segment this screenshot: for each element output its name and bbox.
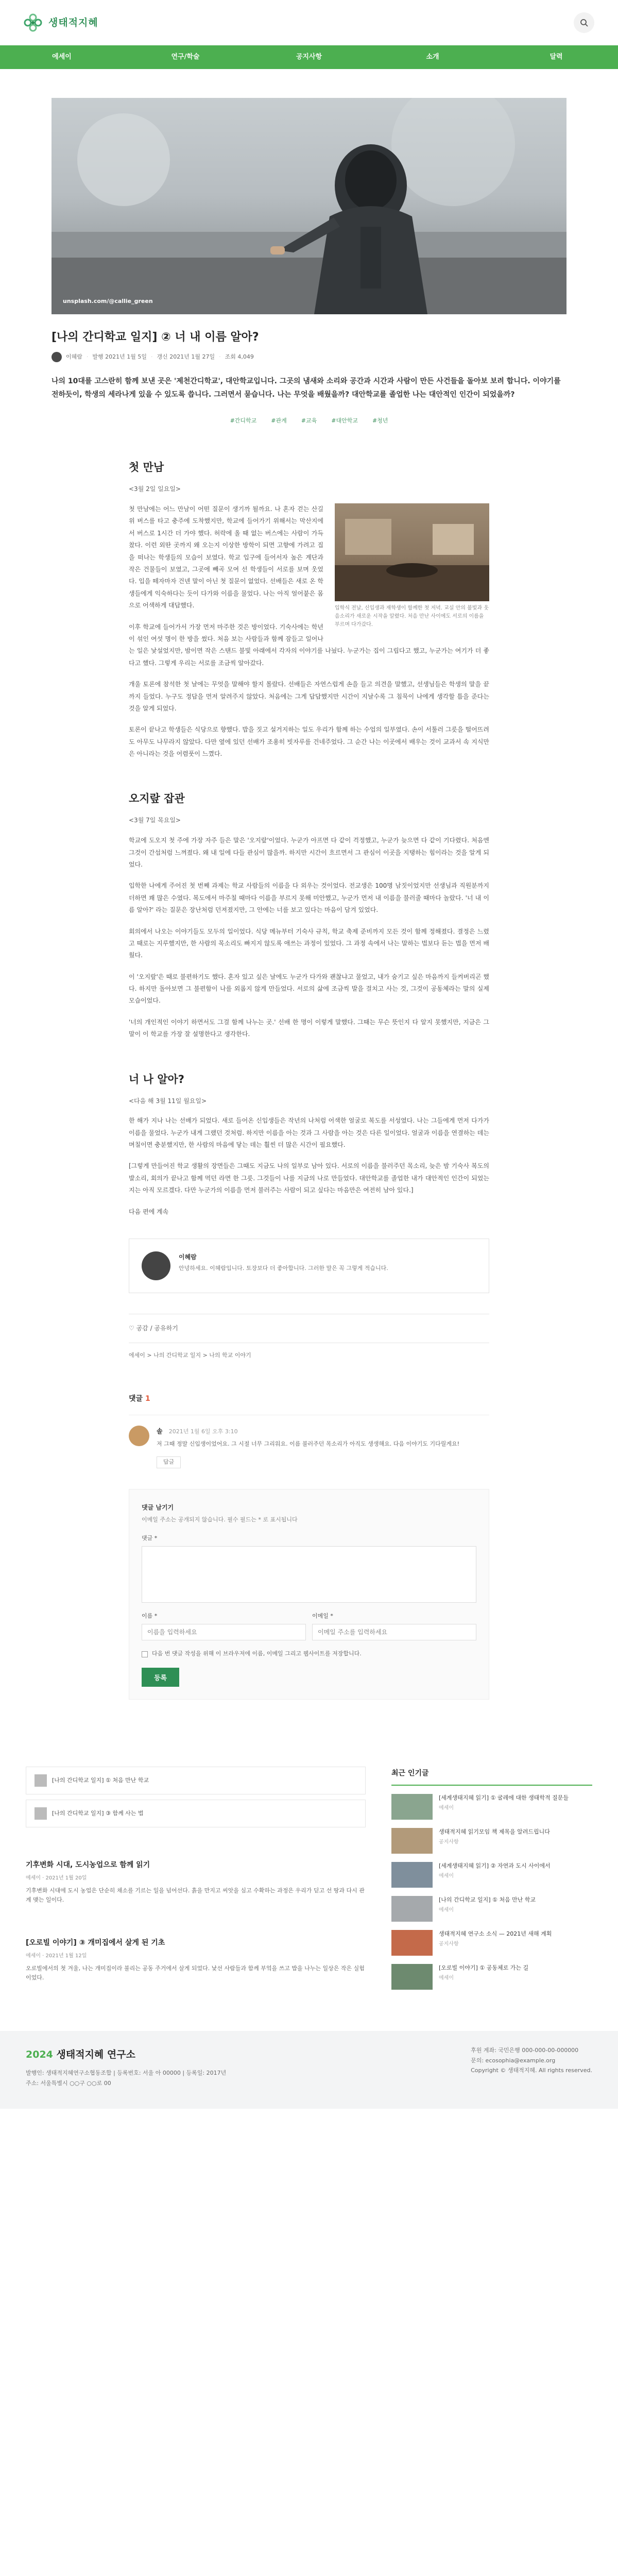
author-box	[129, 1239, 489, 1293]
author-avatar	[142, 1251, 170, 1280]
paragraph: 이후 학교에 들어가서 가장 먼저 마주한 것은 방이었다. 기숙사에는 학년이 섞인 여섯 명이 한 방을 썼다. 처음 보는 사람들과 함께 잠들고 일어나는 일은 낯설었지만, 밤이면 작은 스탠드 불빛 아래에서 각자의 이야기를 나눴다. 누군가는 집이 그립다고 했고, 누군가는 여기가 더 좋다고 했다. 그렇게 우리는 서로를 조금씩 알아갔다.	[129, 623, 489, 667]
recent-post-meta: 공지사항	[439, 1839, 459, 1845]
excerpt-text: 기후변화 시대에 도시 농업은 단순히 채소를 기르는 일을 넘어선다. 흙을 만지고 씨앗을 심고 수확하는 과정은 우리가 딛고 선 땅과 다시 관계 맺는 일이다.	[26, 1887, 365, 1904]
footer-info	[26, 2068, 226, 2089]
paragraph: 학교에 도오지 첫 주에 가장 자주 들은 말은 '오지랖'이었다. 누군가 아프면 다 같이 걱정했고, 누군가 늦으면 다 같이 기다렸다. 처음엔 그것이 간섭처럼 느껴졌다. 왜 내 일에 다들 관심이 많을까. 하지만 시간이 흐르면서 그 관심이 이곳을 지탱하는 힘이라는 것을 알게 되었다.	[129, 837, 489, 868]
recent-thumbnail	[391, 1964, 433, 1990]
bottom-widgets	[26, 1767, 592, 1990]
nav-item-research[interactable]: 연구/학술	[171, 53, 200, 61]
commenter-name	[157, 1426, 459, 1437]
identity-fields	[142, 1603, 476, 1640]
flower-logo-icon	[23, 12, 43, 33]
paragraph: 이 '오지랖'은 때로 불편하기도 했다. 혼자 있고 싶은 날에도 누군가 다가와 괜찮냐고 물었고, 내가 숨기고 싶은 마음까지 들켜버리곤 했다. 하지만 돌아보면 그 불편함이 나를 외롭지 않게 만들었다. 서로의 삶에 조금씩 발을 걸치고 사는 것, 그것이 공동체라는 말의 실제 모습이었다.	[129, 973, 489, 1005]
section-heading: 너 나 알아?	[129, 1073, 184, 1086]
related-post-link[interactable]	[26, 1767, 366, 1794]
updated-date: 갱신 2021년 1월 27일	[157, 353, 215, 360]
nav-item-essay[interactable]: 에세이	[52, 53, 72, 61]
footer-contact	[471, 2045, 592, 2089]
recent-post-item[interactable]	[391, 1896, 592, 1922]
paragraph: 토론이 끝나고 학생들은 식당으로 향했다. 밥을 짓고 설거지하는 일도 우리가 함께 하는 수업의 일부였다. 손이 서툴러 그릇을 떨어뜨려도 아무도 나무라지 않았다. 다만 옆에 있던 선배가 조용히 빗자루를 건네주었다. 그 순간 나는 이곳에서 배우는 것이 교과서 속 지식만은 아니라는 것을 어렴풋이 느꼈다.	[129, 726, 489, 758]
excerpt-meta: 에세이 · 2021년 1월 12일	[26, 1953, 87, 1959]
hooded-person-illustration	[52, 98, 566, 314]
recent-post-item[interactable]	[391, 1862, 592, 1888]
comment-text: 저 그때 정말 신입생이었어요. 그 시절 너무 그리워요. 이름 불러주던 목소리가 아직도 생생해요. 다음 이야기도 기다릴게요!	[157, 1440, 460, 1448]
comment-date: 2021년 1월 6일 오후 3:10	[168, 1428, 238, 1435]
comments-heading	[129, 1392, 489, 1406]
tag-link[interactable]: #간디학교	[230, 417, 257, 425]
section-heading: 첫 만남	[129, 461, 164, 474]
tag-link[interactable]: #관계	[271, 417, 287, 425]
submit-comment-button[interactable]: 등록	[142, 1668, 179, 1687]
comment-textarea[interactable]	[142, 1546, 476, 1603]
diary-date: <3월 2일 일요일>	[129, 485, 181, 493]
excerpt-text: 오로빌에서의 첫 겨울, 나는 개미집이라 불리는 공동 주거에서 살게 되었다. 낯선 사람들과 함께 부엌을 쓰고 밥을 나누는 일상은 작은 실험이었다.	[26, 1964, 365, 1981]
email-field-label: 이메일 *	[312, 1613, 333, 1620]
post-header	[52, 330, 566, 427]
tag-link[interactable]: #청년	[372, 417, 388, 425]
meta-divider: ·	[151, 353, 153, 360]
recent-post-meta: 에세이	[439, 1907, 454, 1913]
recent-post-title: [오로빌 이야기] ① 공동체로 가는 길	[439, 1964, 529, 1971]
paragraph: 한 해가 지나 나는 선배가 되었다. 새로 들어온 신입생들은 작년의 나처럼 어색한 얼굴로 복도를 서성였다. 나는 그들에게 먼저 다가가 이름을 물었다. 누군가 내게 그랬던 것처럼. 하지만 이름을 아는 것과 그 사람을 아는 것은 다른 일이었다. 얼굴과 이름을 연결하는 데는 며칠이면 충분했지만, 한 사람의 마음에 닿는 데는 훨씬 더 많은 시간이 필요했다.	[129, 1117, 489, 1149]
footer-brand	[26, 2045, 226, 2064]
nav-item-calendar[interactable]: 달력	[550, 53, 563, 61]
post-actions	[129, 1314, 489, 1343]
author-link[interactable]: 이혜람	[66, 353, 82, 360]
related-post-title: [나의 간디학교 일지] ③ 함께 사는 법	[52, 1809, 144, 1817]
image-credit: unsplash.com/@callie_green	[63, 298, 153, 305]
room-photo	[335, 503, 489, 601]
site-name: 생태적지혜	[48, 16, 98, 28]
excerpt-meta: 에세이 · 2021년 1월 20일	[26, 1875, 87, 1881]
recent-post-item[interactable]	[391, 1930, 592, 1956]
post-excerpt	[26, 1936, 366, 1983]
post-excerpt	[26, 1858, 366, 1905]
featured-image	[52, 98, 566, 314]
like-share-button[interactable]: ♡ 공감 / 공유하기	[129, 1325, 178, 1332]
name-input[interactable]	[142, 1624, 306, 1640]
excerpt-title-link[interactable]: [오로빌 이야기] ③ 개미집에서 살게 된 기초	[26, 1939, 165, 1947]
recent-post-title: 생태적지혜 읽기모임 책 제목을 알려드립니다	[439, 1828, 550, 1835]
related-thumbnail	[35, 1807, 47, 1820]
figure-caption: 입학식 전날, 신입생과 재학생이 함께한 첫 저녁. 교실 안의 불빛과 웃음소리가 새로운 시작을 알렸다. 처음 만난 사이에도 서로의 이름을 부르며 다가갔다.	[335, 605, 489, 628]
form-title: 댓글 남기기	[142, 1503, 174, 1511]
recent-post-meta: 공지사항	[439, 1941, 459, 1947]
diary-date: <3월 7일 목요일>	[129, 817, 181, 824]
paragraph: [그렇게 만들어진 학교 생활의 장면들은 그때도 지금도 나의 일부로 남아 있다. 서로의 이름을 불러주던 목소리, 늦은 밤 기숙사 복도의 발소리, 회의가 끝나고 함께 먹던 라면 한 그릇. 그것들이 나를 지금의 나로 만들었다. 대안학교를 졸업한 내가 대안적인 인간이 되었는지는 아직 모르겠다. 다만 누군가의 이름을 먼저 불러주는 사람이 되고 싶다는 마음만은 여전히 남아 있다.]	[129, 1162, 489, 1194]
name-field-label: 이름 *	[142, 1613, 158, 1620]
site-header	[0, 0, 618, 45]
reply-button[interactable]: 답글	[157, 1456, 181, 1468]
post-summary: 나의 10대를 고스란히 함께 보낸 곳은 '제천간디학교', 대안학교입니다. 그곳의 냄새와 소리와 공간과 시간과 사람이 만든 사건들을 돌아보 보려 합니다. 이야기를 전하듯이, 학생의 세라나게 있을 수 있도록 씁니다. 그러면서 묻습니다. 나는 무엇을 배웠을까? 대안학교를 졸업한 나는 대안적인 인간이 되었을까?	[52, 377, 561, 399]
published-date: 발행 2021년 1월 5일	[92, 353, 147, 360]
related-posts	[26, 1767, 366, 1990]
consent-checkbox[interactable]	[142, 1651, 148, 1657]
recent-post-title: [나의 간디학교 일지] ① 처음 만난 학교	[439, 1896, 536, 1903]
recent-thumbnail	[391, 1930, 433, 1956]
related-post-link[interactable]	[26, 1800, 366, 1827]
recent-posts-widget	[391, 1767, 592, 1990]
recent-post-meta: 에세이	[439, 1805, 454, 1811]
main-nav	[0, 45, 618, 69]
room-illustration	[335, 503, 489, 601]
related-post-title: [나의 간디학교 일지] ① 처음 만난 학교	[52, 1776, 149, 1784]
recent-post-title: [세계생태지혜 읽기] ① 굴레에 대한 생태학적 질문들	[439, 1794, 569, 1801]
meta-divider: ·	[86, 353, 89, 360]
comments-count: 1	[145, 1394, 150, 1403]
related-thumbnail	[35, 1774, 47, 1787]
comment-field-label: 댓글 *	[142, 1535, 158, 1542]
recent-thumbnail	[391, 1794, 433, 1820]
author-bio: 안녕하세요. 이혜람입니다. 토장보다 더 좋아합니다. 그러한 말은 꼭 그렇게 적습니다.	[179, 1264, 388, 1272]
comments-title: 댓글	[129, 1394, 143, 1403]
recent-post-meta: 에세이	[439, 1873, 454, 1879]
site-footer	[0, 2031, 618, 2109]
nav-item-notice[interactable]: 공지사항	[296, 53, 322, 61]
paragraph: 첫 만남에는 어느 만남이 어떤 질문이 생기까 될까요. 나 혼자 걷는 산길 위 버스를 타고 충주에 도착했지만, 학교에 들어가기 위해서는 막산지에서 버스로 1시간 더 가야 했다. 허락에 올 때 없는 버스에는 사람이 가득 찼다. 이런 외딴 곳까지 왜 오는지 이상한 방학이 되면 고향에 가려고 집을 떠나는 학생들의 모습이 보였다. 학교 입구에 들어서자 높은 계단과 작은 건물들이 보였고, 그곳에 빼곡 모여 선 학생들이 서로를 보며 웃었다. 입을 떼자마자 건넨 말이 아닌 첫 질문이 없었다. 선배들은 새로 온 학생들에게 익숙하다는 듯이 다가와 이름을 물었다. 나는 아직 얼어붙은 몸으로 어색하게 대답했다.	[129, 505, 323, 609]
recent-thumbnail	[391, 1828, 433, 1854]
recent-post-item[interactable]	[391, 1794, 592, 1820]
diary-date: <다음 해 3월 11일 월요일>	[129, 1097, 207, 1105]
footer-email[interactable]: 문의: ecosophia@example.org	[471, 2057, 556, 2064]
recent-post-title: 생태적지혜 연구소 소식 — 2021년 새해 계획	[439, 1930, 552, 1937]
comments-section	[129, 1392, 489, 1700]
footer-brand-name: 생태적지혜 연구소	[56, 2048, 135, 2060]
consent-label: 다음 번 댓글 작성을 위해 이 브라우저에 이름, 이메일 그리고 웹사이트를 저장합니다.	[152, 1650, 362, 1657]
site-logo-link[interactable]	[23, 12, 98, 33]
search-button[interactable]	[574, 12, 594, 33]
commenter-avatar	[129, 1426, 149, 1446]
post-title: [나의 간디학교 일지] ② 너 내 이름 알아?	[52, 331, 259, 344]
recent-post-title: [세계생태지혜 읽기] ② 자연과 도시 사이에서	[439, 1862, 551, 1869]
article-figure	[335, 503, 489, 629]
comment-item	[129, 1415, 489, 1468]
footer-account: 후원 계좌: 국민은행 000-000-00-000000	[471, 2046, 579, 2054]
paragraph: 다음 편에 계속	[129, 1208, 169, 1215]
commenter-name-text: 솔	[157, 1428, 163, 1435]
footer-registration: 발행인: 생태적지혜연구소협동조합 | 등록번호: 서울 아 00000 | 등록일: 2017년	[26, 2069, 227, 2076]
nav-item-about[interactable]: 소개	[426, 53, 439, 61]
form-note: 이메일 주소는 공개되지 않습니다. 필수 필드는 * 로 표시됩니다	[142, 1516, 298, 1523]
paragraph: 회의에서 나오는 이야기들도 모두의 일이었다. 식당 메뉴부터 기숙사 규칙, 학교 축제 준비까지 모든 것이 함께 정해졌다. 결정은 느렸고 때로는 지루했지만, 한 사람의 목소리도 빠지지 않도록 애쓰는 과정이 있었다. 그 과정 속에서 나는 말하는 법보다 듣는 법을 먼저 배웠다.	[129, 927, 489, 959]
tag-list	[52, 416, 566, 427]
section-heading: 오지랖 잡관	[129, 792, 185, 805]
author-avatar	[52, 352, 62, 362]
paragraph: 입학한 나에게 주어진 첫 번째 과제는 학교 사람들의 이름을 다 외우는 것이었다. 전교생은 100명 남짓이었지만 선생님과 직원분까지 더하면 꽤 많은 수였다. 복도에서 마주칠 때마다 이름을 부르지 못해 미안했고, 누군가 먼저 내 이름을 불러줄 때마다 놀랐다. '너 내 이름 알아?' 라는 질문은 장난처럼 던져졌지만, 그 안에는 너를 보고 있다는 마음이 담겨 있었다.	[129, 882, 489, 914]
recent-post-meta: 에세이	[439, 1975, 454, 1981]
footer-address: 주소: 서울특별시 ○○구 ○○로 00	[26, 2079, 111, 2087]
category-breadcrumb[interactable]: 에세이 > 나의 간디학교 일지 > 나의 학교 이야기	[129, 1351, 251, 1359]
excerpt-title-link[interactable]: 기후변화 시대, 도시농업으로 함께 읽기	[26, 1861, 150, 1870]
tag-link[interactable]: #대안학교	[331, 417, 358, 425]
paragraph: 개울 토론에 참석한 첫 날에는 무엇을 말해야 할지 몰랐다. 선배들은 자연스럽게 손을 들고 의견을 말했고, 선생님들은 학생의 말을 끝까지 들었다. 누구도 정답을 먼저 알려주지 않았다. 처음에는 그게 답답했지만 시간이 지날수록 그 침묵이 나에게 생각할 틈을 준다는 것을 알게 되었다.	[129, 681, 489, 712]
view-count: 조회 4,049	[225, 353, 254, 360]
tag-link[interactable]: #교육	[301, 417, 317, 425]
recent-thumbnail	[391, 1896, 433, 1922]
meta-divider: ·	[219, 353, 221, 360]
author-name[interactable]: 이혜람	[179, 1253, 197, 1261]
email-input[interactable]	[312, 1624, 476, 1640]
post-meta	[52, 352, 566, 363]
widget-title: 최근 인기글	[391, 1767, 592, 1786]
recent-thumbnail	[391, 1862, 433, 1888]
footer-copyright: Copyright © 생태적지혜. All rights reserved.	[471, 2067, 592, 2074]
footer-year: 2024	[26, 2048, 53, 2060]
recent-post-item[interactable]	[391, 1828, 592, 1854]
article-body	[129, 457, 489, 1218]
search-icon	[580, 19, 588, 27]
save-info-consent[interactable]	[142, 1649, 476, 1659]
recent-post-item[interactable]	[391, 1964, 592, 1990]
paragraph: '너의 개인적인 이야기 하면서도 그걸 함께 나누는 곳.' 선배 한 명이 이렇게 말했다. 그때는 무슨 뜻인지 다 알지 못했지만, 지금은 그 말이 이 학교를 가장 잘 설명한다고 생각한다.	[129, 1018, 489, 1038]
comment-form	[129, 1489, 489, 1700]
